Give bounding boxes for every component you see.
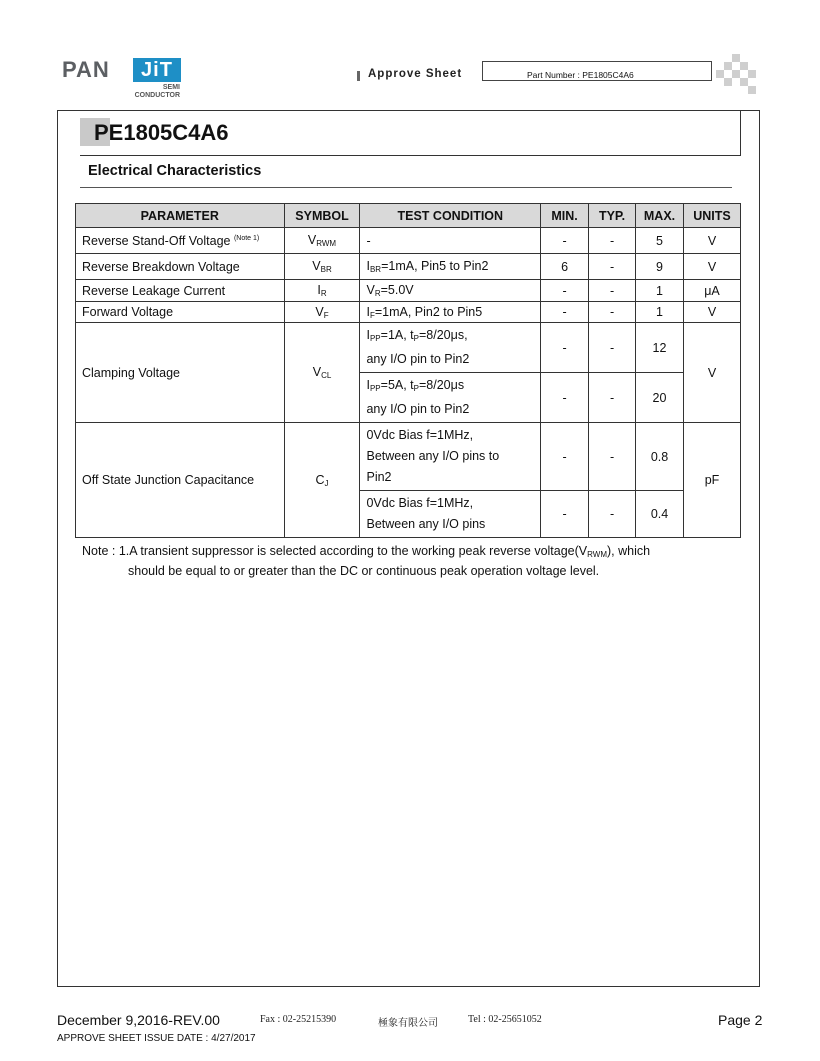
symbol-cell: $I_R$	[284, 280, 360, 302]
symbol-cell: $V_{BR}$	[284, 254, 360, 280]
section-divider	[80, 187, 732, 188]
test-cell: $V_R=5.0V$	[360, 280, 541, 302]
min-cell: -	[541, 228, 589, 254]
symbol-cell: $V_{RWM}$	[284, 228, 360, 254]
unit-cell: V	[684, 302, 741, 323]
table-row	[76, 323, 741, 373]
table-row	[76, 302, 741, 323]
typ-cell: -	[589, 228, 636, 254]
test-cell: $I_{BR}=1mA$, Pin5 to Pin2	[360, 254, 541, 280]
table-header-row	[76, 204, 741, 228]
param-cell: Forward Voltage	[76, 302, 285, 323]
max-cell: 0.8	[636, 423, 684, 491]
unit-cell: V	[684, 254, 741, 280]
logo-text: PAN	[62, 57, 110, 82]
logo-accent-text: JiT	[133, 58, 181, 82]
section-title: Electrical Characteristics	[88, 163, 262, 179]
test-cell: -	[360, 228, 541, 254]
unit-cell: V	[684, 228, 741, 254]
param-cell: Reverse Breakdown Voltage	[76, 254, 285, 280]
max-cell: 12	[636, 323, 684, 373]
min-cell: -	[541, 491, 589, 538]
table-row	[76, 254, 741, 280]
footer-issue-date: APPROVE SHEET ISSUE DATE : 4/27/2017	[57, 1033, 256, 1044]
header-max: MAX.	[636, 204, 684, 228]
footer-page-number: Page 2	[718, 1012, 763, 1028]
max-cell: 20	[636, 373, 684, 423]
min-cell: -	[541, 302, 589, 323]
symbol-cell: $C_J$	[284, 423, 360, 538]
test-cell: 0Vdc Bias f=1MHz, Between any I/O pins to Pin2	[360, 423, 541, 491]
typ-cell: -	[589, 491, 636, 538]
panjit-logo	[62, 58, 182, 104]
header-test-condition: TEST CONDITION	[360, 204, 541, 228]
approve-marker	[357, 71, 360, 81]
table-row	[76, 280, 741, 302]
checker-pattern-icon	[716, 54, 756, 94]
part-number-text: Part Number : PE1805C4A6	[527, 70, 634, 80]
footer-tel: Tel : 02-25651052	[468, 1014, 542, 1025]
max-cell: 1	[636, 280, 684, 302]
min-cell: -	[541, 280, 589, 302]
min-cell: -	[541, 323, 589, 373]
param-cell: Clamping Voltage	[76, 323, 285, 423]
footer-date: December 9,2016-REV.00	[57, 1012, 220, 1028]
header-symbol: SYMBOL	[284, 204, 360, 228]
footer-fax: Fax : 02-25215390	[260, 1014, 337, 1025]
typ-cell: -	[589, 302, 636, 323]
typ-cell: -	[589, 280, 636, 302]
approve-sheet-label: Approve Sheet	[368, 68, 463, 80]
min-cell: 6	[541, 254, 589, 280]
test-cell: 0Vdc Bias f=1MHz, Between any I/O pins	[360, 491, 541, 538]
max-cell: 9	[636, 254, 684, 280]
unit-cell: μA	[684, 280, 741, 302]
header-typ: TYP.	[589, 204, 636, 228]
logo-sub-conductor: CONDUCTOR	[134, 92, 180, 99]
unit-cell: V	[684, 323, 741, 423]
header-parameter: PARAMETER	[76, 204, 285, 228]
title-divider	[80, 155, 741, 156]
param-cell: Reverse Stand-Off Voltage $^{(Note 1)}$	[76, 228, 285, 254]
part-number-box	[482, 61, 712, 81]
min-cell: -	[541, 423, 589, 491]
typ-cell: -	[589, 373, 636, 423]
header-min: MIN.	[541, 204, 589, 228]
footer-company: 極象有限公司	[378, 1018, 438, 1029]
test-cell: $I_F=1mA$, Pin2 to Pin5	[360, 302, 541, 323]
test-cell: $I_{PP}=5A$, $t_P=8/20\mu s$ any I/O pin to Pin2	[360, 373, 541, 423]
typ-cell: -	[589, 423, 636, 491]
param-cell: Off State Junction Capacitance	[76, 423, 285, 538]
table-note	[82, 543, 650, 580]
test-cell: $I_{PP}=1A$, $t_P=8/20\mu s$, any I/O pin to Pin2	[360, 323, 541, 373]
min-cell: -	[541, 373, 589, 423]
note-line-1: Note : 1.A transient suppressor is selected according to the working peak reverse $voltage(V_{RWM})$, which	[82, 544, 651, 559]
table-row	[76, 423, 741, 491]
param-cell: Reverse Leakage Current	[76, 280, 285, 302]
note-line-2: should be equal to or greater than the DC or continuous peak operation voltage level.	[128, 564, 600, 578]
typ-cell: -	[589, 323, 636, 373]
page-title: PE1805C4A6	[94, 120, 229, 145]
logo-sub-semi: SEMI	[162, 84, 180, 91]
symbol-cell: $V_F$	[284, 302, 360, 323]
max-cell: 0.4	[636, 491, 684, 538]
electrical-characteristics-table	[75, 203, 741, 538]
title-box-edge	[740, 110, 741, 156]
table-row	[76, 228, 741, 254]
max-cell: 1	[636, 302, 684, 323]
max-cell: 5	[636, 228, 684, 254]
symbol-cell: $V_{CL}$	[284, 323, 360, 423]
header-units: UNITS	[684, 204, 741, 228]
unit-cell: pF	[684, 423, 741, 538]
typ-cell: -	[589, 254, 636, 280]
